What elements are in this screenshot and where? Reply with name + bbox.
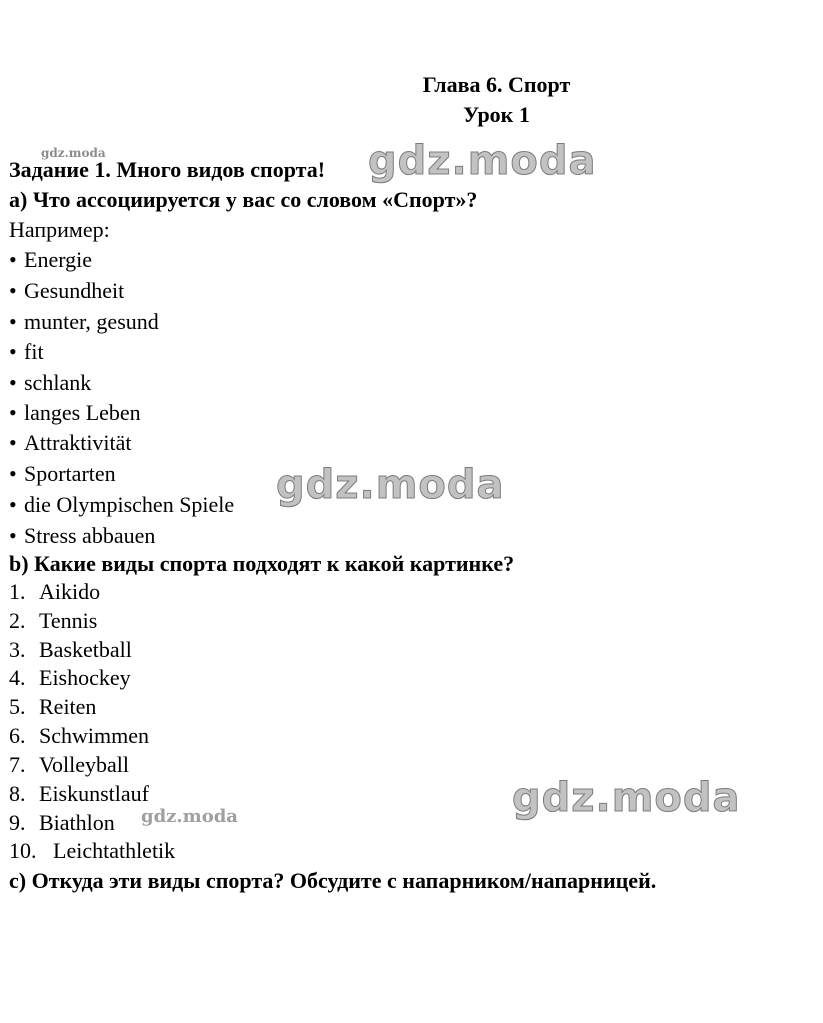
part-a-question: a) Что ассоциируется у вас со словом «Спорт»? [9, 187, 478, 212]
bullet-icon: • [9, 339, 17, 364]
item-number: 1. [9, 579, 26, 604]
bullet-icon: • [9, 400, 17, 425]
list-item [9, 337, 44, 367]
bullet-icon: • [9, 309, 17, 334]
list-item-text: Leichtathletik [53, 838, 176, 863]
bullet-icon: • [9, 461, 17, 486]
list-item [9, 398, 141, 428]
task-title: Задание 1. Много видов спорта! [9, 157, 326, 182]
list-item-text: Eiskunstlauf [39, 781, 149, 806]
item-number: 5. [9, 694, 26, 719]
list-item [9, 750, 129, 780]
list-item [9, 368, 91, 398]
list-item [9, 606, 97, 636]
list-item [9, 577, 100, 607]
list-item-text: Schwimmen [39, 723, 149, 748]
list-item [9, 808, 115, 838]
lesson-title: Урок 1 [463, 102, 530, 127]
list-item-text: Gesundheit [24, 278, 125, 303]
item-number: 10. [9, 838, 37, 863]
item-number: 4. [9, 665, 26, 690]
list-item-text: schlank [24, 370, 92, 395]
list-item [9, 428, 132, 458]
chapter-title: Глава 6. Спорт [422, 72, 571, 97]
list-item-text: Stress abbauen [24, 523, 156, 548]
watermark-large-top: gdz.moda [368, 138, 597, 184]
list-item [9, 521, 155, 551]
list-item [9, 459, 116, 489]
bullet-icon: • [9, 492, 17, 517]
list-item [9, 663, 131, 693]
item-number: 2. [9, 608, 26, 633]
list-item [9, 721, 149, 751]
item-number: 8. [9, 781, 26, 806]
list-item [9, 692, 96, 722]
part-b-question: b) Какие виды спорта подходят к какой картинке? [9, 551, 515, 576]
bullet-icon: • [9, 430, 17, 455]
list-item-text: Attraktivität [24, 430, 132, 455]
list-item [9, 836, 175, 866]
list-item-text: Volleyball [39, 752, 130, 777]
bullet-icon: • [9, 247, 17, 272]
watermark-large-bottom: gdz.moda [512, 775, 741, 821]
watermark-large-middle: gdz.moda [276, 462, 505, 508]
item-number: 7. [9, 752, 26, 777]
list-item-text: Basketball [39, 637, 132, 662]
item-number: 6. [9, 723, 26, 748]
list-item-text: Tennis [39, 608, 98, 633]
list-item-text: Reiten [39, 694, 97, 719]
list-item [9, 245, 92, 275]
list-item-text: Biathlon [39, 810, 115, 835]
list-item-text: Sportarten [24, 461, 116, 486]
part-c-question: c) Откуда эти виды спорта? Обсудите с напарником/напарницей. [9, 868, 657, 893]
list-item [9, 635, 132, 665]
list-item-text: munter, gesund [24, 309, 159, 334]
list-item [9, 779, 149, 809]
list-item-text: Aikido [39, 579, 101, 604]
list-item-text: Eishockey [39, 665, 131, 690]
list-item-text: langes Leben [24, 400, 141, 425]
list-item [9, 490, 234, 520]
list-item-text: die Olympischen Spiele [24, 492, 235, 517]
watermark-small-bottom: gdz.moda [141, 806, 238, 827]
item-number: 3. [9, 637, 26, 662]
list-item [9, 307, 159, 337]
part-a-intro: Например: [9, 217, 110, 242]
bullet-icon: • [9, 278, 17, 303]
watermark-small-top: gdz.moda [41, 146, 106, 160]
bullet-icon: • [9, 370, 17, 395]
list-item-text: fit [24, 339, 44, 364]
item-number: 9. [9, 810, 26, 835]
list-item-text: Energie [24, 247, 93, 272]
bullet-icon: • [9, 523, 17, 548]
list-item [9, 276, 124, 306]
